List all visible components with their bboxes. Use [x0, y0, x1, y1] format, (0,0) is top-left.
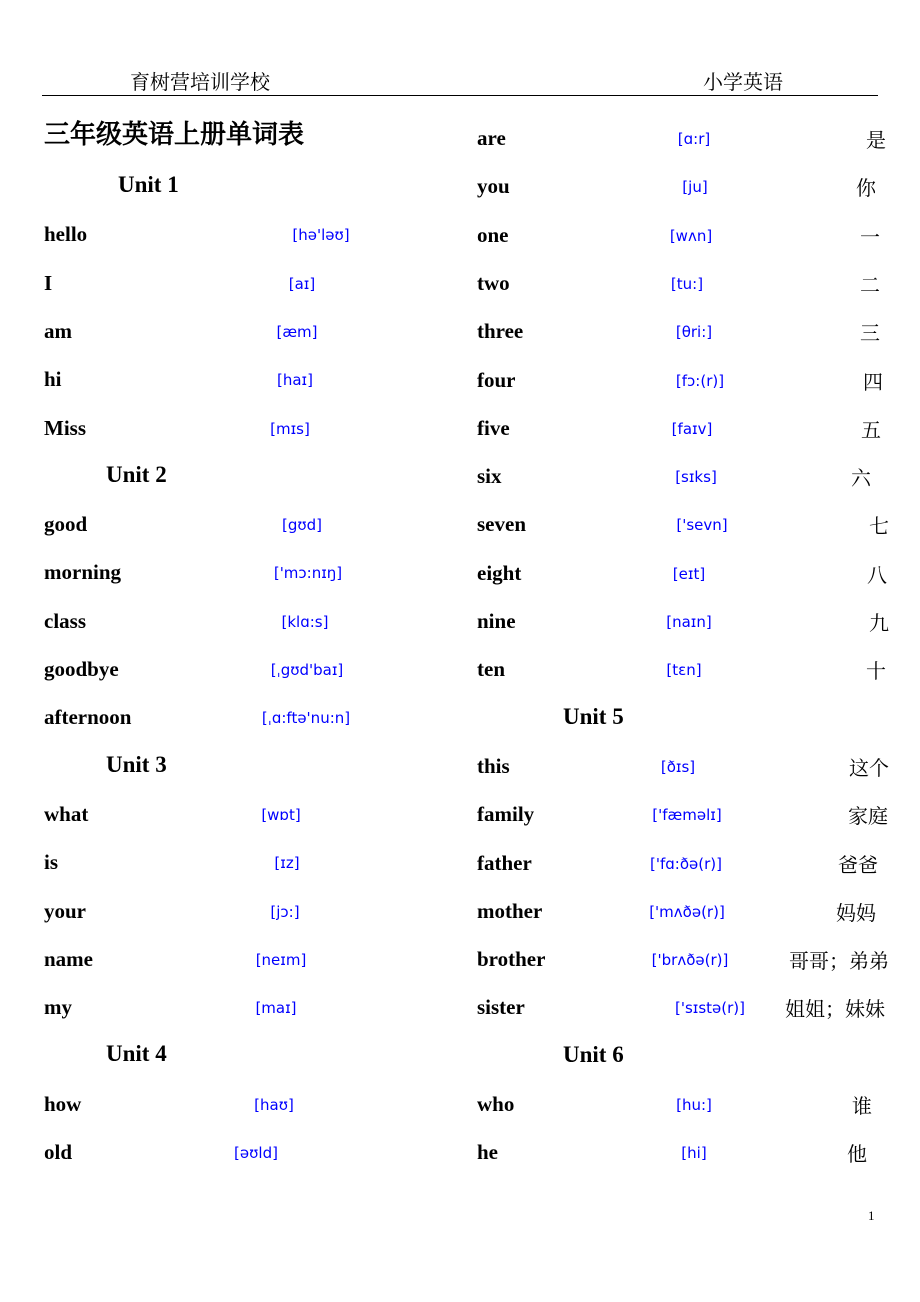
unit-heading: Unit 6 [563, 1041, 624, 1067]
vocab-phonetic: [jɔ:] [270, 902, 300, 921]
vocab-word: father [477, 850, 532, 875]
vocab-word: mother [477, 898, 543, 923]
vocab-meaning: 三 [860, 321, 880, 346]
vocab-word: he [477, 1140, 498, 1165]
vocab-phonetic: [klɑ:s] [281, 612, 329, 631]
vocab-phonetic: [tɛn] [666, 661, 702, 680]
vocab-word: your [44, 898, 86, 923]
vocab-phonetic: [əʊld] [234, 1144, 278, 1162]
vocab-meaning: 家庭 [848, 804, 888, 829]
header-school: 育树营培训学校 [130, 70, 270, 94]
vocab-phonetic: ['fɑ:ðə(r)] [650, 854, 722, 873]
vocab-phonetic: ['brʌðə(r)] [651, 951, 729, 970]
vocab-phonetic: ['sɪstə(r)] [674, 999, 746, 1018]
unit-heading: Unit 2 [106, 461, 167, 487]
vocab-word: my [44, 995, 72, 1020]
vocab-phonetic: [fɔ:(r)] [675, 371, 725, 390]
vocab-phonetic: ['fæməlɪ] [652, 806, 722, 825]
vocab-word: seven [477, 512, 526, 537]
vocab-phonetic: [sɪks] [675, 468, 717, 487]
page-title: 三年级英语上册单词表 [44, 120, 305, 150]
vocab-word: I [44, 270, 53, 295]
vocab-phonetic: [hi] [681, 1144, 707, 1163]
vocab-word: sister [477, 995, 525, 1020]
vocab-phonetic: ['mʌðə(r)] [649, 902, 725, 921]
vocab-phonetic: [θri:] [675, 323, 713, 342]
vocab-meaning: 九 [869, 611, 889, 635]
vocab-phonetic: [neɪm] [255, 950, 307, 969]
vocab-word: nine [477, 609, 516, 633]
vocab-word: hi [44, 367, 62, 392]
vocab-word: one [477, 222, 509, 247]
vocab-phonetic: [ɑ:r] [677, 130, 711, 148]
vocab-word: afternoon [44, 705, 132, 730]
vocab-phonetic: [wʌn] [669, 226, 713, 245]
page-number: 1 [868, 1208, 875, 1223]
vocab-phonetic: [naɪn] [666, 613, 712, 631]
vocab-meaning: 十 [866, 659, 886, 684]
vocab-word: hello [44, 222, 88, 247]
vocab-phonetic: [maɪ] [255, 999, 297, 1018]
vocab-word: four [477, 367, 516, 392]
vocab-word: how [44, 1091, 82, 1116]
vocab-word: am [44, 318, 72, 343]
vocab-word: this [477, 753, 510, 778]
unit-heading: Unit 5 [563, 703, 624, 729]
vocab-phonetic: [æm] [276, 322, 318, 341]
vocab-word: six [477, 464, 502, 489]
vocab-word: ten [477, 657, 505, 682]
vocab-phonetic: [faɪv] [671, 419, 713, 438]
vocab-word: Miss [44, 415, 86, 440]
vocab-meaning: 七 [869, 514, 889, 539]
vocab-word: good [44, 512, 88, 537]
vocab-phonetic: [eɪt] [672, 564, 706, 583]
vocab-meaning: 一 [860, 224, 880, 249]
vocab-phonetic: [tu:] [670, 274, 704, 293]
vocab-phonetic: [gʊd] [281, 516, 323, 535]
vocab-word: three [477, 319, 524, 344]
vocab-word: is [44, 850, 59, 875]
vocab-word: family [477, 802, 535, 827]
vocab-phonetic: [haʊ] [254, 1095, 294, 1114]
vocab-phonetic: [hu:] [676, 1096, 712, 1114]
vocab-phonetic: [ˌgʊd'baɪ] [270, 661, 344, 679]
vocab-word: eight [477, 560, 522, 585]
vocab-meaning: 四 [863, 369, 883, 394]
vocab-word: what [44, 801, 89, 826]
vocab-meaning: 二 [860, 272, 880, 297]
unit-heading: Unit 4 [106, 1041, 167, 1067]
vocab-phonetic: [ɪz] [274, 854, 300, 873]
vocab-meaning: 你 [856, 176, 876, 201]
vocab-phonetic: [ðɪs] [660, 757, 696, 776]
vocab-meaning: 他 [847, 1142, 867, 1167]
vocab-phonetic: ['mɔ:nɪŋ] [273, 564, 343, 583]
vocab-word: class [44, 608, 86, 633]
header-subject: 小学英语 [703, 70, 783, 94]
vocab-phonetic: [hə'ləʊ] [292, 226, 350, 245]
vocab-word: morning [44, 560, 122, 585]
vocab-word: two [477, 270, 510, 295]
vocab-meaning: 是 [866, 128, 886, 152]
vocab-meaning: 哥哥；弟弟 [789, 949, 889, 974]
vocab-word: brother [477, 947, 546, 972]
vocab-word: name [44, 946, 93, 971]
vocab-meaning: 爸爸 [838, 852, 878, 877]
unit-heading: Unit 1 [118, 172, 179, 197]
vocab-word: goodbye [44, 657, 119, 681]
vocab-phonetic: [mɪs] [270, 419, 310, 438]
vocab-meaning: 六 [851, 466, 871, 491]
vocab-meaning: 妈妈 [836, 900, 876, 925]
vocab-meaning: 五 [861, 417, 881, 442]
vocab-word: are [477, 126, 506, 150]
vocab-phonetic: [ˌɑ:ftə'nu:n] [261, 709, 351, 728]
vocab-phonetic: [haɪ] [277, 371, 313, 390]
vocab-word: old [44, 1140, 73, 1164]
vocab-phonetic: ['sevn] [676, 516, 728, 535]
vocab-phonetic: [wɒt] [261, 805, 301, 824]
vocab-phonetic: [aɪ] [288, 274, 316, 293]
vocab-word: five [477, 415, 510, 440]
vocab-meaning: 这个 [849, 755, 889, 780]
vocab-word: you [477, 174, 510, 199]
vocab-meaning: 姐姐；妹妹 [785, 997, 885, 1022]
vocab-meaning: 八 [867, 562, 887, 587]
vocab-phonetic: [ju] [682, 178, 708, 197]
unit-heading: Unit 3 [106, 751, 167, 777]
vocab-meaning: 谁 [852, 1094, 872, 1118]
vocab-word: who [477, 1092, 515, 1116]
